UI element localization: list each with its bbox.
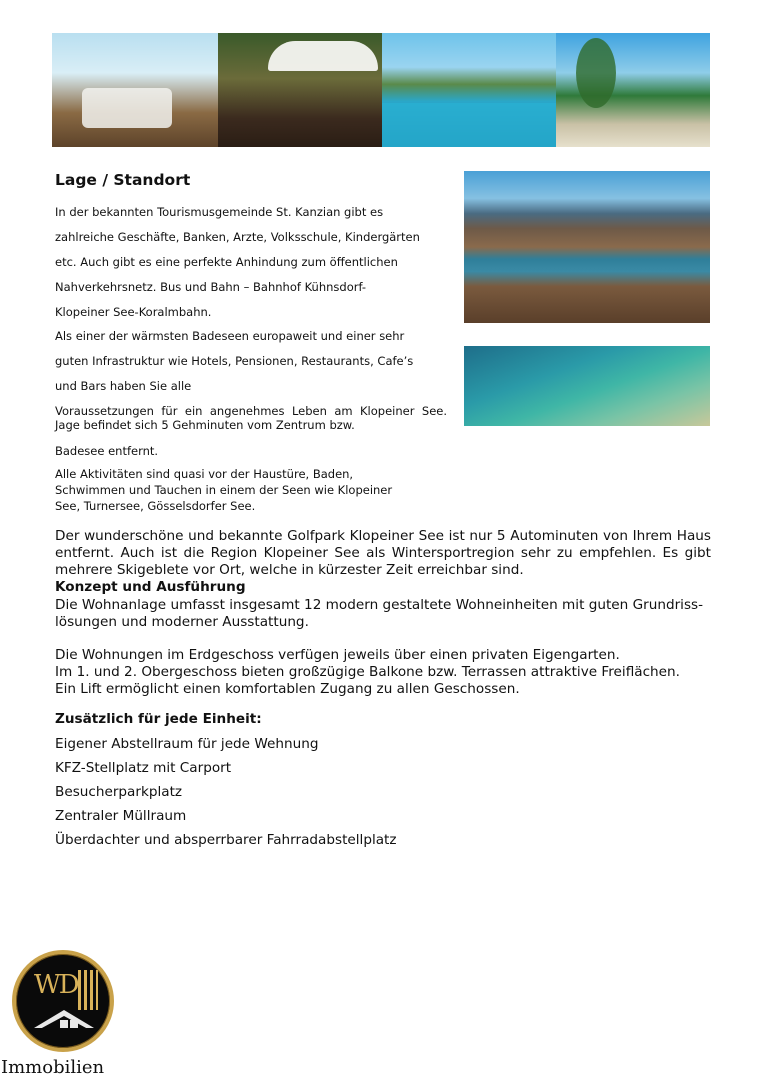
- lage-text-line: etc. Auch gibt es eine perfekte Anhindung zum öffentlichen: [55, 255, 398, 269]
- section-heading-konzept: Konzept und Ausführung: [55, 579, 246, 595]
- wohnungen-paragraph: [55, 647, 711, 698]
- konzept-text-line: Die Wohnanlage umfasst insgesamt 12 modern gestaltete Wohneinheiten mit guten Grundriss-: [55, 597, 704, 613]
- photo-terrace: [52, 33, 218, 147]
- list-item: Eigener Abstellraum für jede Wehnung: [55, 736, 319, 752]
- golf-text-line: entfernt. Auch ist die Region Klopeiner See als Wintersportregion sehr zu empfehlen. Es gibt: [55, 545, 711, 561]
- lage-text-line: Voraussetzungen für ein angenehmes Leben am Klopeiner See.: [55, 404, 447, 418]
- golf-text-line: Der wunderschöne und bekannte Golfpark Klopeiner See ist nur 5 Autominuten von Ihrem Haus: [55, 528, 711, 544]
- lage-text-line: Als einer der wärmsten Badeseen europaweit und einer sehr: [55, 329, 405, 343]
- konzept-paragraph: [55, 597, 711, 631]
- photo-lake-swimmers: [382, 33, 556, 147]
- list-item: Zentraler Müllraum: [55, 808, 187, 824]
- photo-lake-aerial: [464, 171, 710, 323]
- list-item: Besucherparkplatz: [55, 784, 183, 800]
- lage-text-line: Schwimmen und Tauchen in einem der Seen wie Klopeiner: [55, 483, 393, 497]
- photo-beer-garden: [218, 33, 382, 147]
- section-heading-zusaetzlich: Zusätzlich für jede Einheit:: [55, 711, 262, 727]
- company-logo: [12, 950, 114, 1052]
- logo-letters: WD: [34, 970, 78, 1000]
- lage-text-line: Klopeiner See-Koralmbahn.: [55, 305, 212, 319]
- lage-text-line: Jage befindet sich 5 Gehminuten vom Zentrum bzw.: [55, 418, 355, 432]
- lage-text-line: guten Infrastruktur wie Hotels, Pensionen, Restaurants, Cafe’s: [55, 354, 414, 368]
- wohnungen-text-line: Die Wohnungen im Erdgeschoss verfügen jeweils über einen privaten Eigengarten.: [55, 647, 620, 663]
- golf-paragraph: [55, 528, 711, 579]
- wohnungen-text-line: Ein Lift ermöglicht einen komfortablen Zugang zu allen Geschossen.: [55, 681, 520, 697]
- photo-banner: [52, 33, 710, 147]
- list-item: KFZ-Stellplatz mit Carport: [55, 760, 232, 776]
- lage-text-line: und Bars haben Sie alle: [55, 379, 192, 393]
- section-heading-lage: Lage / Standort: [55, 171, 191, 189]
- lage-text-line: See, Turnersee, Gösselsdorfer See.: [55, 499, 256, 513]
- lage-text-line: Badesee entfernt.: [55, 444, 159, 458]
- lage-text-line: Alle Aktivitäten sind quasi vor der Haustüre, Baden,: [55, 467, 354, 481]
- logo-window-icon: [60, 1020, 68, 1028]
- photo-lake-shore: [464, 346, 710, 426]
- wohnungen-text-line: Im 1. und 2. Obergeschoss bieten großzügige Balkone bzw. Terrassen attraktive Freiflächen.: [55, 664, 680, 680]
- photo-lakeside-path: [556, 33, 710, 147]
- lage-text-line: In der bekannten Tourismusgemeinde St. Kanzian gibt es: [55, 205, 384, 219]
- lage-text-line: zahlreiche Geschäfte, Banken, Arzte, Volksschule, Kindergärten: [55, 230, 420, 244]
- list-item: Überdachter und absperrbarer Fahrradabstellplatz: [55, 832, 397, 848]
- golf-text-line: mehrere Skigeblete vor Ort, welche in kürzester Zeit erreichbar sind.: [55, 562, 524, 578]
- brand-name: Immobilien: [1, 1057, 105, 1078]
- konzept-text-line: lösungen und moderner Ausstattung.: [55, 614, 309, 630]
- lage-text-line: Nahverkehrsnetz. Bus und Bahn – Bahnhof Kühnsdorf-: [55, 280, 367, 294]
- logo-building-icon: [78, 970, 98, 1010]
- features-list: [55, 736, 397, 856]
